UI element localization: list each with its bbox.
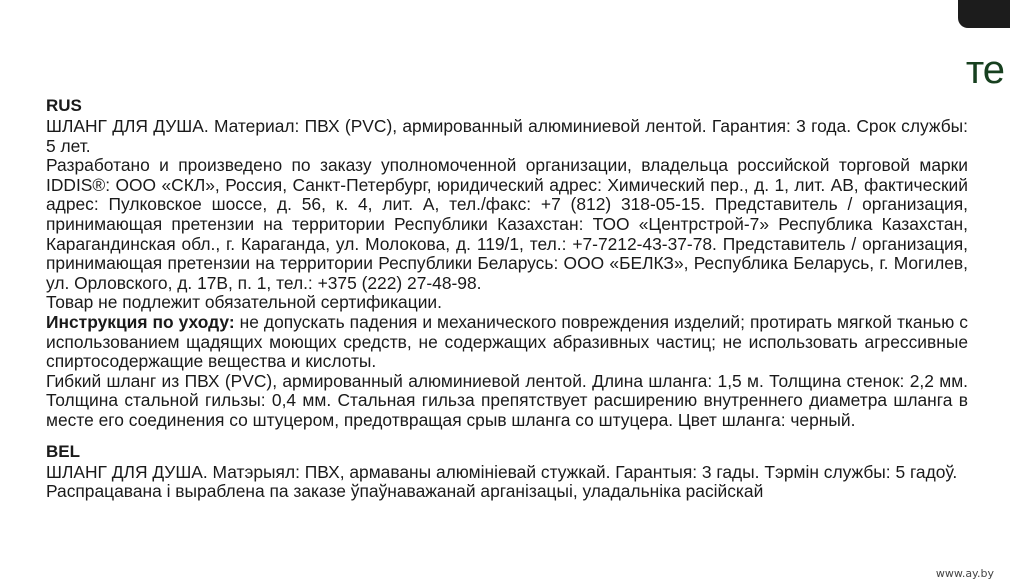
site-watermark: www.ay.by <box>935 567 994 580</box>
label-text-block <box>46 95 968 502</box>
corner-tab-decoration <box>958 0 1010 28</box>
rus-care-instructions <box>46 313 968 372</box>
rus-product-details: Гибкий шланг из ПВХ (PVC), армированный алюминиевой лентой. Длина шланга: 1,5 м. Толщина стенок: 2,2 мм. Толщина стальной гильзы: 0,4 мм. Стальная гильза препятствует расширению внутреннего диаметра шланга в месте его соединения со штуцером, предотвращая срыв шланга со штуцера. Цвет шланга: черный. <box>46 370 968 430</box>
care-instructions-label: Инструкция по уходу: <box>46 311 235 332</box>
rus-certification-note: Товар не подлежит обязательной сертификации. <box>46 292 442 313</box>
section-lang-bel: BEL <box>46 441 80 461</box>
brand-text-fragment: те <box>965 48 1004 92</box>
care-instructions-text: не допускать падения и механического повреждения изделий; протирать мягкой тканью с использованием щадящих моющих средств, не содержащих абразивных частиц; не использовать агрессивные спиртосодержащие вещества и кислоты. <box>46 311 968 372</box>
section-lang-rus: RUS <box>46 96 82 115</box>
rus-product-title: ШЛАНГ ДЛЯ ДУША. Материал: ПВХ (PVC), армированный алюминиевой лентой. Гарантия: 3 года. Срок службы: 5 лет. <box>46 116 968 156</box>
bel-product-title: ШЛАНГ ДЛЯ ДУША. Матэрыял: ПВХ, армаваны алюмініевай стужкай. Гарантыя: 3 гады. Тэрмін службы: 5 гадоў. <box>46 461 958 482</box>
bel-manufacturer-info: Распрацавана і выраблена па заказе ўпаўнаважанай арганізацыі, уладальніка расійскай <box>46 481 764 502</box>
rus-manufacturer-info: Разработано и произведено по заказу уполномоченной организации, владельца российской торговой марки IDDIS®: ООО «СКЛ», Россия, Санкт-Петербург, юридический адрес: Химический пер., д. 1, лит. АВ, фактический адрес: Пулковское шоссе, д. 56, к. 4, лит. А, тел./факс: +7 (812) 318-05-15. Представитель / организация, принимающая претензии на территории Республики Казахстан: ТОО «Центрстрой-7» Республика Казахстан, Карагандинская обл., г. Караганда, ул. Молокова, д. 119/1, тел.: +7-7212-43-37-78. Представитель / организация, принимающая претензии на территории Республики Беларусь: ООО «БЕЛКЗ», Республика Беларусь, г. Могилев, ул. Орловского, д. 17В, п. 1, тел.: +375 (222) 27-48-98. <box>46 155 968 293</box>
